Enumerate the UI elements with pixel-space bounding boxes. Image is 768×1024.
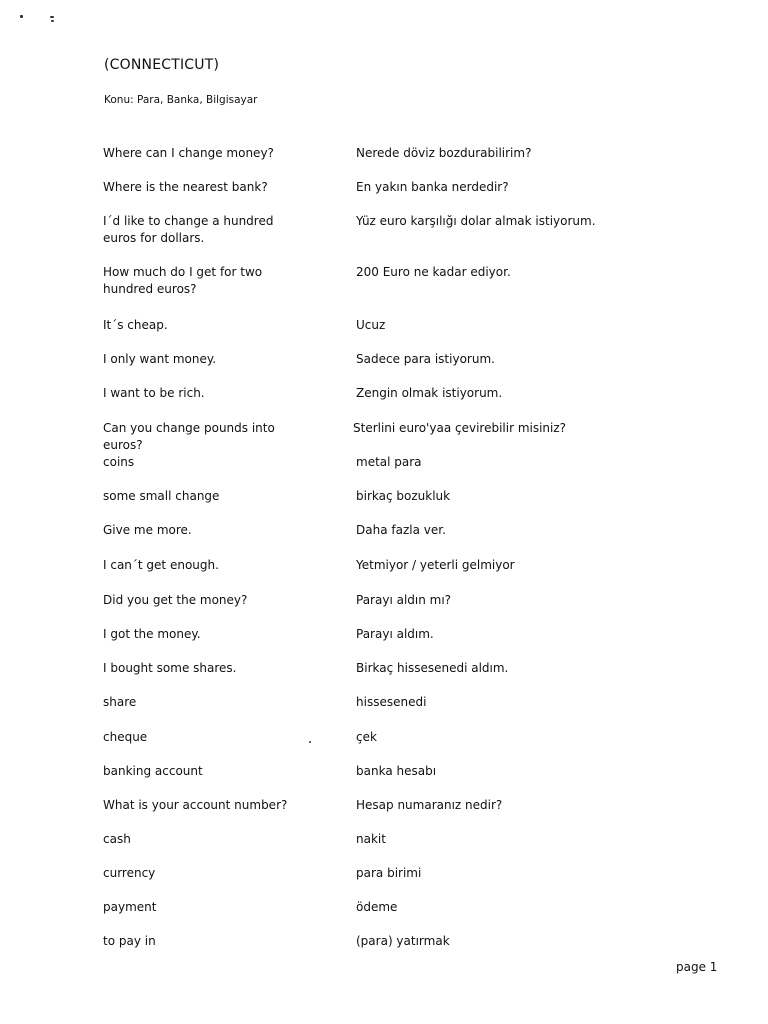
turkish-phrase: (para) yatırmak bbox=[356, 934, 450, 948]
english-phrase: It´s cheap. bbox=[103, 318, 168, 332]
turkish-phrase: Ucuz bbox=[356, 318, 386, 332]
english-phrase: I´d like to change a hundred euros for dollars. bbox=[103, 214, 274, 245]
english-phrase: cash bbox=[103, 832, 131, 846]
english-phrase: I only want money. bbox=[103, 352, 217, 366]
page-number: page 1 bbox=[676, 960, 718, 974]
turkish-phrase: Birkaç hissesenedi aldım. bbox=[356, 661, 509, 675]
english-phrase: some small change bbox=[103, 489, 220, 503]
scan-speck bbox=[20, 15, 23, 18]
english-phrase: to pay in bbox=[103, 934, 156, 948]
turkish-phrase: Yetmiyor / yeterli gelmiyor bbox=[356, 558, 515, 572]
turkish-phrase: Parayı aldım. bbox=[356, 627, 434, 641]
turkish-phrase: Sadece para istiyorum. bbox=[356, 352, 495, 366]
english-phrase: I can´t get enough. bbox=[103, 558, 219, 572]
turkish-phrase: 200 Euro ne kadar ediyor. bbox=[356, 265, 511, 279]
turkish-phrase: En yakın banka nerdedir? bbox=[356, 180, 509, 194]
turkish-phrase: Zengin olmak istiyorum. bbox=[356, 386, 503, 400]
english-phrase: Did you get the money? bbox=[103, 593, 248, 607]
english-phrase: cheque bbox=[103, 730, 148, 744]
turkish-phrase: para birimi bbox=[356, 866, 422, 880]
turkish-phrase: Yüz euro karşılığı dolar almak istiyorum. bbox=[356, 214, 596, 228]
english-phrase: share bbox=[103, 695, 137, 709]
turkish-phrase: birkaç bozukluk bbox=[356, 489, 451, 503]
turkish-phrase: ödeme bbox=[356, 900, 398, 914]
english-phrase: payment bbox=[103, 900, 157, 914]
document-title: (CONNECTICUT) bbox=[104, 57, 220, 73]
english-phrase: I got the money. bbox=[103, 627, 201, 641]
english-phrase: Where can I change money? bbox=[103, 146, 274, 160]
english-phrase: How much do I get for two hundred euros? bbox=[103, 265, 263, 296]
scan-speck bbox=[51, 20, 54, 22]
turkish-phrase: nakit bbox=[356, 832, 386, 846]
english-phrase: banking account bbox=[103, 764, 203, 778]
turkish-phrase: Hesap numaranız nedir? bbox=[356, 798, 503, 812]
turkish-phrase: banka hesabı bbox=[356, 764, 437, 778]
english-phrase: I bought some shares. bbox=[103, 661, 237, 675]
turkish-phrase: hissesenedi bbox=[356, 695, 427, 709]
english-phrase: coins bbox=[103, 455, 135, 469]
english-phrase: What is your account number? bbox=[103, 798, 288, 812]
turkish-phrase: Daha fazla ver. bbox=[356, 523, 446, 537]
english-phrase: Where is the nearest bank? bbox=[103, 180, 268, 194]
document-topic: Konu: Para, Banka, Bilgisayar bbox=[104, 94, 258, 106]
english-phrase: currency bbox=[103, 866, 156, 880]
scan-speck bbox=[50, 16, 54, 18]
english-phrase: I want to be rich. bbox=[103, 386, 205, 400]
turkish-phrase: Parayı aldın mı? bbox=[356, 593, 452, 607]
turkish-phrase: Nerede döviz bozdurabilirim? bbox=[356, 146, 532, 160]
english-phrase: Can you change pounds into euros? bbox=[103, 421, 275, 452]
turkish-phrase: metal para bbox=[356, 455, 422, 469]
scan-speck bbox=[309, 741, 311, 743]
english-phrase: Give me more. bbox=[103, 523, 192, 537]
turkish-phrase: çek bbox=[356, 730, 377, 744]
turkish-phrase: Sterlini euro'yaa çevirebilir misiniz? bbox=[353, 421, 567, 435]
